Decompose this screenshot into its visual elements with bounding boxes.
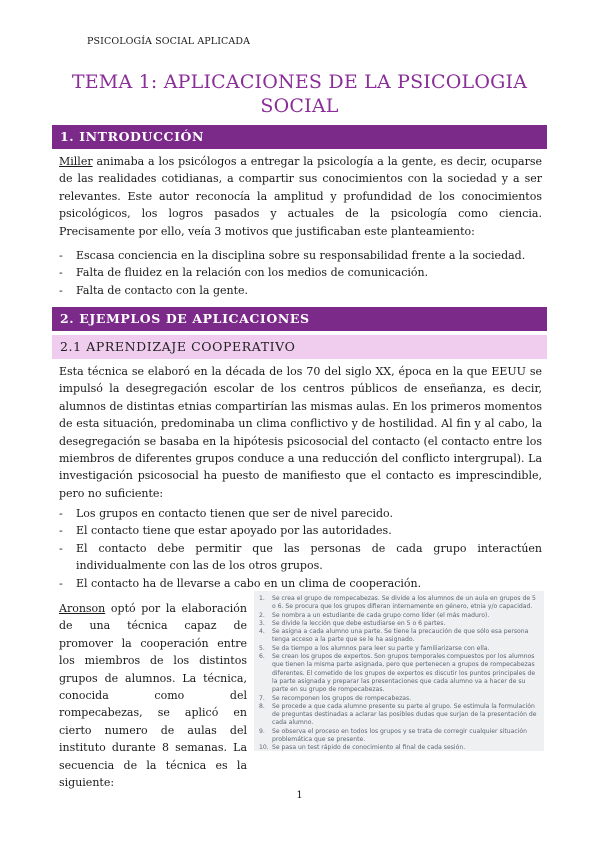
list-item: 2. Se nombra a un estudiante de cada grupo como líder (el más maduro). — [259, 611, 490, 619]
author-name-aronson: Aronson — [59, 602, 106, 615]
author-name-miller: Miller — [59, 155, 93, 168]
list-item: 1. Se crea el grupo de rompecabezas. Se divide a los alumnos de un aula en grupos de 5 o 6. Se procura que los grupos difieran internamente en género, etnia y/o capacidad. — [259, 595, 536, 611]
jigsaw-steps-list — [259, 595, 539, 753]
list-item: - El contacto tiene que estar apoyado por las autoridades. — [59, 524, 392, 538]
jigsaw-steps-image — [254, 591, 544, 751]
title-line-2: SOCIAL — [260, 95, 339, 117]
aronson-text: optó por la elaboración de una técnica capaz de promover la cooperación entre los miembros de los distintos grupos de alumnos. La técnica, conocida como del rompecabezas, se aplicó en cierto numero de aulas del instituto durante 8 semanas. La secuencia de la técnica es la siguiente: — [59, 602, 247, 790]
intro-text: animaba a los psicólogos a entregar la psicología a la gente, es decir, ocuparse de las realidades cotidianas, a compartir sus conocimientos con la sociedad y a ser relevantes. Este autor reconocía la amplitud y profundidad de los conocimientos psicológicos, los logros pasados y actuales de la psicología como ciencia. Precisamente por ello, veía 3 motivos que justificaban este planteamiento: — [59, 155, 542, 238]
title-line-1: TEMA 1: APLICACIONES DE LA PSICOLOGIA — [71, 71, 528, 93]
list-item: 4. Se asigna a cada alumno una parte. Se tiene la precaución de que sólo esa persona tenga acceso a la parte que se le ha asignado. — [259, 628, 529, 644]
list-item: 6. Se crean los grupos de expertos. Son grupos temporales compuestos por los alumnos que tienen la misma parte asignada, pero que pertenecen a grupos de rompecabezas diferentes. El cometido de los grupos de expertos es discutir los puntos principales de la parte asignada y preparar las presentaciones que cada alumno va a hacer de su parte en su grupo de rompecabezas. — [259, 653, 536, 694]
intro-bullet-list — [59, 247, 542, 299]
list-item: 7. Se recomponen los grupos de rompecabezas. — [259, 694, 412, 702]
contact-conditions-list — [59, 505, 542, 592]
list-item: - Escasa conciencia en la disciplina sobre su responsabilidad frente a la sociedad. — [59, 249, 526, 262]
list-item: 3. Se divide la lección que debe estudiarse en 5 o 6 partes. — [259, 619, 446, 627]
list-item: 5. Se da tiempo a los alumnos para leer su parte y familiarizarse con ella. — [259, 644, 490, 652]
intro-paragraph — [59, 153, 542, 240]
aronson-paragraph — [59, 600, 247, 791]
list-item: - Los grupos en contacto tienen que ser de nivel parecido. — [59, 507, 393, 520]
section-heading-introduccion: 1. INTRODUCCIÓN — [52, 125, 547, 149]
list-item: 8. Se procede a que cada alumno presente su parte al grupo. Se estimula la formulación de preguntas destinadas a aclarar las posibles dudas que surjan de la presentación de cada alumno. — [259, 702, 537, 727]
list-item: - El contacto ha de llevarse a cabo en un clima de cooperación. — [59, 576, 422, 590]
subsection-heading-aprendizaje: 2.1 APRENDIZAJE COOPERATIVO — [52, 335, 547, 359]
list-item: 10. Se pasa un test rápido de conocimiento al final de cada sesión. — [259, 744, 466, 752]
list-item: - El contacto debe permitir que las personas de cada grupo interactúen individualmente con las de los otros grupos. — [59, 541, 542, 573]
section-heading-ejemplos: 2. EJEMPLOS DE APLICACIONES — [52, 307, 547, 331]
list-item: - Falta de fluidez en la relación con los medios de comunicación. — [59, 266, 429, 280]
running-header: PSICOLOGÍA SOCIAL APLICADA — [87, 36, 251, 47]
page-number: 1 — [296, 790, 303, 801]
list-item: - Falta de contacto con la gente. — [59, 283, 249, 297]
cooperative-learning-paragraph: Esta técnica se elaboró en la década de los 70 del siglo XX, época en la que EEUU se impulsó la desegregación escolar de los centros públicos de enseñanza, es decir, alumnos de distintas etnias compartirían las mismas aulas. En los primeros momentos de esta situación, predominaba un clima conflictivo y de hostilidad. Al fin y al cabo, la desegregación se basaba en la hipótesis psicosocial del contacto (el contacto entre los miembros de diferentes grupos conduce a una reducción del conflicto intergrupal). La investigación psicosocial ha puesto de manifiesto que el contacto es imprescindible, pero no suficiente: — [59, 365, 542, 500]
document-title — [60, 70, 539, 118]
list-item: 9. Se observa el proceso en todos los grupos y se trata de corregir cualquier situación problemática que se presente. — [259, 727, 527, 744]
